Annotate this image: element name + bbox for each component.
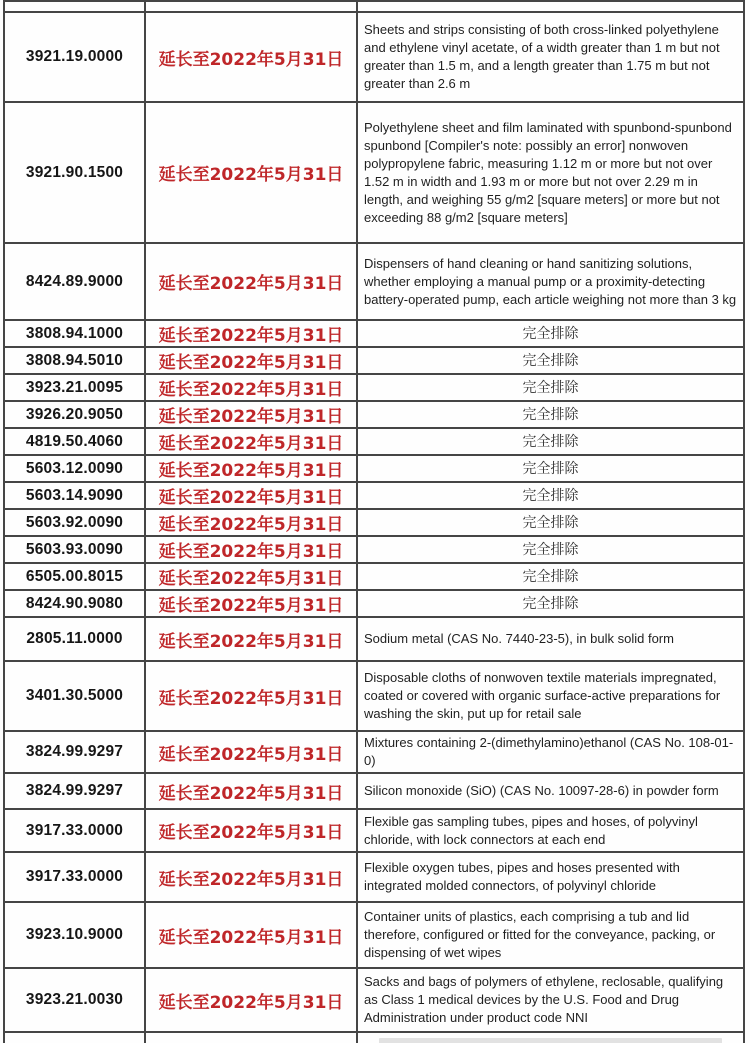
description-cell: Flexible oxygen tubes, pipes and hoses presented with integrated molded connectors, of polyvinyl chloride bbox=[357, 852, 744, 902]
hts-code-cell: 2805.11.0000 bbox=[4, 617, 145, 661]
status-cell: 延长至2022年5月31日 bbox=[145, 243, 357, 320]
table-row bbox=[4, 374, 744, 401]
table-row bbox=[4, 563, 744, 590]
description-cell: Container units of plastics, each comprising a tub and lid therefore, configured or fitted for the conveyance, packing, or dispensing of wet wipes bbox=[357, 902, 744, 968]
status-cell: 延长至2022年5月31日 bbox=[145, 590, 357, 617]
description-cell: 完全排除 bbox=[357, 374, 744, 401]
description-cell bbox=[357, 1032, 744, 1043]
hts-code-cell: 8424.90.9080 bbox=[4, 590, 145, 617]
description-cell: Silicon monoxide (SiO) (CAS No. 10097-28-6) in powder form bbox=[357, 773, 744, 809]
status-cell: 延长至2022年5月31日 bbox=[145, 428, 357, 455]
hts-code-cell: 5603.92.0090 bbox=[4, 509, 145, 536]
table-row bbox=[4, 428, 744, 455]
clipped-row-bottom bbox=[4, 1032, 744, 1043]
hts-code-cell: 3808.94.5010 bbox=[4, 347, 145, 374]
description-cell: Sodium metal (CAS No. 7440-23-5), in bulk solid form bbox=[357, 617, 744, 661]
description-cell: Flexible gas sampling tubes, pipes and hoses, of polyvinyl chloride, with lock connectors at each end bbox=[357, 809, 744, 852]
description-cell: Dispensers of hand cleaning or hand sanitizing solutions, whether employing a manual pump or a proximity-detecting battery-operated pump, each article weighing not more than 3 kg bbox=[357, 243, 744, 320]
status-cell bbox=[145, 1, 357, 12]
hts-code-cell: 3917.33.0000 bbox=[4, 809, 145, 852]
table-row bbox=[4, 902, 744, 968]
status-cell: 延长至2022年5月31日 bbox=[145, 968, 357, 1032]
hts-code-cell bbox=[4, 1, 145, 12]
description-cell: 完全排除 bbox=[357, 482, 744, 509]
description-cell: 完全排除 bbox=[357, 401, 744, 428]
status-cell: 延长至2022年5月31日 bbox=[145, 401, 357, 428]
status-cell: 延长至2022年5月31日 bbox=[145, 102, 357, 243]
description-cell: 完全排除 bbox=[357, 509, 744, 536]
hts-code-cell: 3923.10.9000 bbox=[4, 902, 145, 968]
description-cell: Disposable cloths of nonwoven textile materials impregnated, coated or covered with organic surface-active preparations for washing the skin, put up for retail sale bbox=[357, 661, 744, 731]
status-cell: 延长至2022年5月31日 bbox=[145, 852, 357, 902]
status-cell: 延长至2022年5月31日 bbox=[145, 374, 357, 401]
hts-code-cell: 5603.93.0090 bbox=[4, 536, 145, 563]
status-cell: 延长至2022年5月31日 bbox=[145, 809, 357, 852]
table-row bbox=[4, 12, 744, 102]
description-cell: 完全排除 bbox=[357, 590, 744, 617]
hts-code-cell: 3401.30.5000 bbox=[4, 661, 145, 731]
clipped-row-highlight bbox=[379, 1038, 722, 1043]
hts-code-cell bbox=[4, 1032, 145, 1043]
hts-code-cell: 3808.94.1000 bbox=[4, 320, 145, 347]
hts-code-cell: 3917.33.0000 bbox=[4, 852, 145, 902]
table-row bbox=[4, 102, 744, 243]
hts-code-cell: 3824.99.9297 bbox=[4, 731, 145, 773]
hts-code-cell: 4819.50.4060 bbox=[4, 428, 145, 455]
hts-code-cell: 3923.21.0030 bbox=[4, 968, 145, 1032]
status-cell: 延长至2022年5月31日 bbox=[145, 661, 357, 731]
table-row bbox=[4, 509, 744, 536]
table-row bbox=[4, 347, 744, 374]
description-cell: Polyethylene sheet and film laminated with spunbond-spunbond spunbond [Compiler's note: possibly an error] nonwoven polypropylene fabric, measuring 1.12 m or more but not over 1.52 m in width and 1.93 m or more but not over 2.29 m in length, and weighing 55 g/m2 [square meters] or more but not exceeding 88 g/m2 [square meters] bbox=[357, 102, 744, 243]
status-cell: 延长至2022年5月31日 bbox=[145, 482, 357, 509]
status-cell bbox=[145, 1032, 357, 1043]
status-cell: 延长至2022年5月31日 bbox=[145, 509, 357, 536]
hts-code-cell: 5603.14.9090 bbox=[4, 482, 145, 509]
hts-code-cell: 3921.90.1500 bbox=[4, 102, 145, 243]
description-cell: 完全排除 bbox=[357, 320, 744, 347]
table-row bbox=[4, 852, 744, 902]
table-row bbox=[4, 401, 744, 428]
description-cell bbox=[357, 1, 744, 12]
description-cell: 完全排除 bbox=[357, 347, 744, 374]
table-row bbox=[4, 243, 744, 320]
status-cell: 延长至2022年5月31日 bbox=[145, 536, 357, 563]
table-body bbox=[4, 1, 744, 1043]
hts-code-cell: 3921.19.0000 bbox=[4, 12, 145, 102]
status-cell: 延长至2022年5月31日 bbox=[145, 731, 357, 773]
table-row bbox=[4, 590, 744, 617]
status-cell: 延长至2022年5月31日 bbox=[145, 773, 357, 809]
status-cell: 延长至2022年5月31日 bbox=[145, 902, 357, 968]
status-cell: 延长至2022年5月31日 bbox=[145, 320, 357, 347]
table-row bbox=[4, 731, 744, 773]
hts-code-cell: 8424.89.9000 bbox=[4, 243, 145, 320]
hts-code-cell: 6505.00.8015 bbox=[4, 563, 145, 590]
description-cell: Sheets and strips consisting of both cross-linked polyethylene and ethylene vinyl acetate, of a width greater than 1 m but not greater than 1.5 m, and a length greater than 1.75 m but not greater than 2.6 m bbox=[357, 12, 744, 102]
table-row bbox=[4, 482, 744, 509]
status-cell: 延长至2022年5月31日 bbox=[145, 347, 357, 374]
hts-code-cell: 3923.21.0095 bbox=[4, 374, 145, 401]
description-cell: 完全排除 bbox=[357, 455, 744, 482]
status-cell: 延长至2022年5月31日 bbox=[145, 617, 357, 661]
table-row bbox=[4, 809, 744, 852]
description-cell: 完全排除 bbox=[357, 536, 744, 563]
description-cell: Sacks and bags of polymers of ethylene, reclosable, qualifying as Class 1 medical devices by the U.S. Food and Drug Administration under product code NNI bbox=[357, 968, 744, 1032]
table-row bbox=[4, 536, 744, 563]
description-cell: 完全排除 bbox=[357, 428, 744, 455]
hts-code-cell: 5603.12.0090 bbox=[4, 455, 145, 482]
table-row bbox=[4, 773, 744, 809]
table-row bbox=[4, 455, 744, 482]
description-cell: 完全排除 bbox=[357, 563, 744, 590]
status-cell: 延长至2022年5月31日 bbox=[145, 12, 357, 102]
table-row bbox=[4, 320, 744, 347]
hts-code-cell: 3926.20.9050 bbox=[4, 401, 145, 428]
description-cell: Mixtures containing 2-(dimethylamino)ethanol (CAS No. 108-01-0) bbox=[357, 731, 744, 773]
table-row bbox=[4, 661, 744, 731]
status-cell: 延长至2022年5月31日 bbox=[145, 563, 357, 590]
exclusion-table bbox=[3, 0, 745, 1043]
table-row bbox=[4, 968, 744, 1032]
status-cell: 延长至2022年5月31日 bbox=[145, 455, 357, 482]
table-row bbox=[4, 617, 744, 661]
clipped-row-top bbox=[4, 1, 744, 12]
hts-code-cell: 3824.99.9297 bbox=[4, 773, 145, 809]
